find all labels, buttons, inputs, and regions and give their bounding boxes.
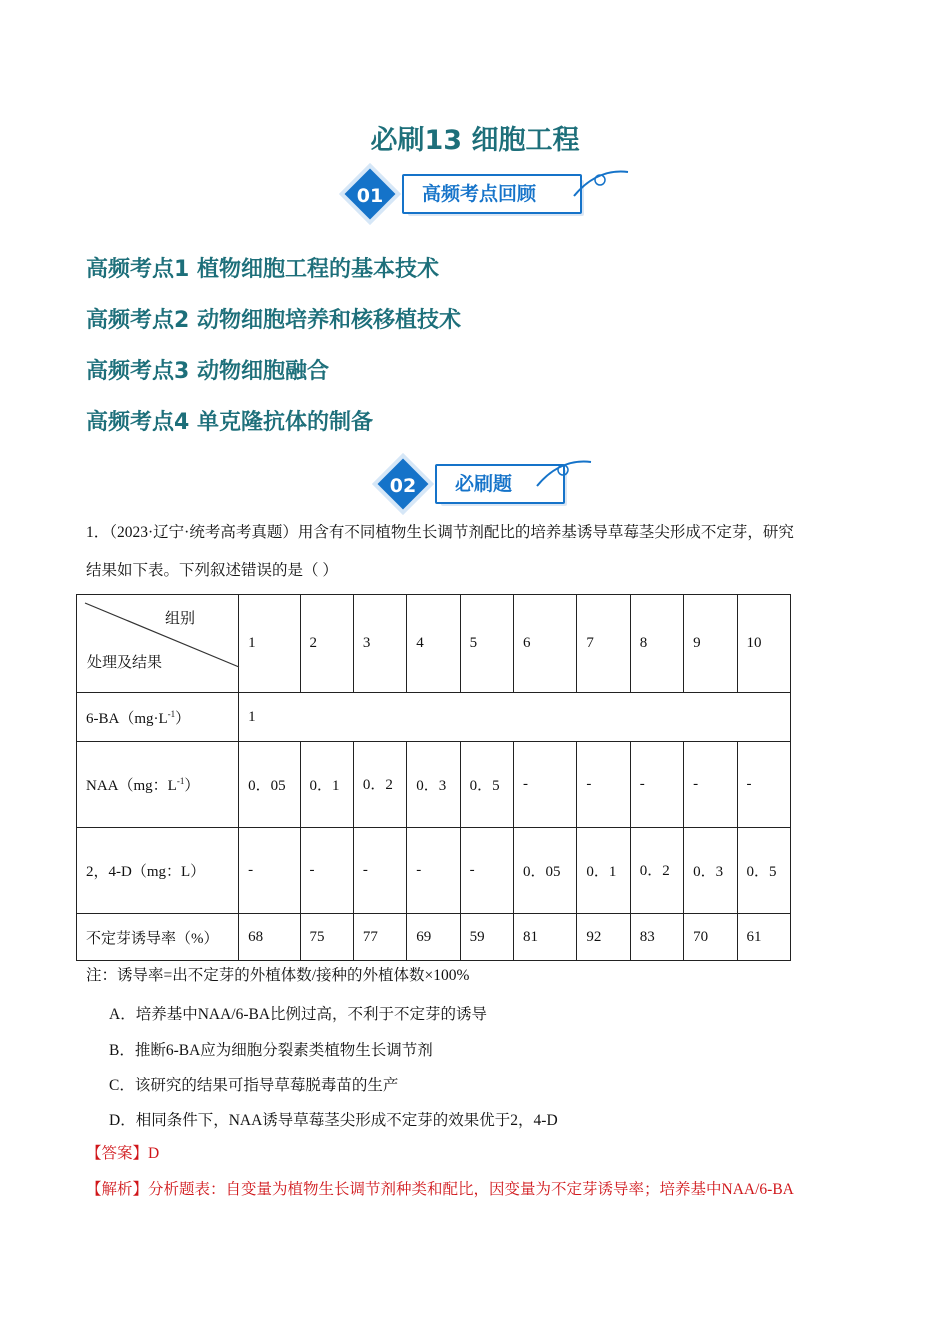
topic-4: 高频考点4 单克隆抗体的制备 — [86, 410, 373, 435]
table-corner-header — [77, 595, 239, 693]
table-cell: 0．2 — [630, 828, 683, 914]
table-cell: - — [630, 742, 683, 828]
row-label: 2，4-D（mg：L） — [77, 828, 239, 914]
section-header-02 — [385, 460, 585, 510]
table-cell: 0．05 — [513, 828, 576, 914]
topic-2: 高频考点2 动物细胞培养和核移植技术 — [86, 308, 461, 333]
group-header: 4 — [407, 595, 460, 693]
table-cell: 77 — [353, 914, 406, 961]
option-a[interactable]: A．培养基中NAA/6-BA比例过高，不利于不定芽的诱导 — [109, 1006, 488, 1023]
diagonal-line-icon — [77, 595, 247, 693]
table-note: 注：诱导率=出不定芽的外植体数/接种的外植体数×100% — [86, 967, 470, 984]
section-number: 02 — [389, 475, 417, 497]
table-cell: 0．5 — [737, 828, 791, 914]
table-cell: 83 — [630, 914, 683, 961]
table-cell: 75 — [300, 914, 353, 961]
swirl-decoration-icon — [572, 166, 632, 206]
analysis-text: 分析题表：自变量为植物生长调节剂种类和配比，因变量为不定芽诱导率；培养基中NAA/6-BA — [148, 1181, 794, 1198]
option-b[interactable]: B．推断6-BA应为细胞分裂素类植物生长调节剂 — [109, 1042, 433, 1059]
table-cell: - — [407, 828, 460, 914]
table-cell: - — [239, 828, 300, 914]
analysis-line — [86, 1180, 794, 1200]
table-cell: 68 — [239, 914, 300, 961]
section-label: 高频考点回顾 — [402, 174, 582, 214]
table-cell: - — [300, 828, 353, 914]
table-cell: 0．1 — [577, 828, 630, 914]
table-cell: 0．05 — [239, 742, 300, 828]
analysis-tag: 【解析】 — [86, 1181, 149, 1198]
header-group: 组别 — [165, 609, 196, 627]
question-stem-line2: 结果如下表。下列叙述错误的是（ ） — [86, 562, 338, 579]
row-label: $6-BA(mg\cdot L^{-1})$ — [77, 693, 239, 742]
section-label: 必刷题 — [435, 464, 565, 504]
table-cell: - — [737, 742, 791, 828]
group-header: 6 — [513, 595, 576, 693]
group-header: 2 — [300, 595, 353, 693]
group-header: 5 — [460, 595, 513, 693]
section-header-01 — [352, 170, 612, 220]
answer-line — [86, 1144, 159, 1164]
table-cell: 0．2 — [353, 742, 406, 828]
table-cell: 0．3 — [407, 742, 460, 828]
page-title: 必刷13 细胞工程 — [370, 125, 580, 156]
group-header: 1 — [239, 595, 300, 693]
table-cell: 0．1 — [300, 742, 353, 828]
table-cell: 0．3 — [684, 828, 737, 914]
topic-3: 高频考点3 动物细胞融合 — [86, 359, 329, 384]
answer-value: D — [148, 1145, 160, 1162]
table-cell: - — [353, 828, 406, 914]
answer-tag: 【答案】 — [86, 1145, 149, 1162]
table-cell: 0．5 — [460, 742, 513, 828]
table-cell: 81 — [513, 914, 576, 961]
table-cell: 1 — [239, 693, 791, 742]
group-header: 8 — [630, 595, 683, 693]
table-cell: 61 — [737, 914, 791, 961]
topic-1: 高频考点1 植物细胞工程的基本技术 — [86, 257, 439, 282]
row-label: 不定芽诱导率（%） — [77, 914, 239, 961]
table-cell: 69 — [407, 914, 460, 961]
table-cell: - — [684, 742, 737, 828]
question-stem-line1: 1．（2023·辽宁·统考高考真题）用含有不同植物生长调节剂配比的培养基诱导草莓茎尖形成不定芽，研究 — [86, 524, 794, 541]
group-header: 9 — [684, 595, 737, 693]
group-header: 3 — [353, 595, 406, 693]
table-cell: - — [577, 742, 630, 828]
section-number: 01 — [356, 185, 384, 207]
row-label: NAA（mg：$L^{-1}$） — [77, 742, 239, 828]
swirl-decoration-icon — [535, 456, 595, 496]
group-header: 7 — [577, 595, 630, 693]
results-table — [76, 594, 791, 961]
table-cell: - — [513, 742, 576, 828]
option-d[interactable]: D．相同条件下，NAA诱导草莓茎尖形成不定芽的效果优于2，4-D — [109, 1112, 558, 1129]
table-cell: 59 — [460, 914, 513, 961]
header-treatment: 处理及结果 — [87, 653, 163, 671]
table-cell: - — [460, 828, 513, 914]
table-cell: 92 — [577, 914, 630, 961]
option-c[interactable]: C．该研究的结果可指导草莓脱毒苗的生产 — [109, 1077, 399, 1094]
table-cell: 70 — [684, 914, 737, 961]
group-header: 10 — [737, 595, 791, 693]
